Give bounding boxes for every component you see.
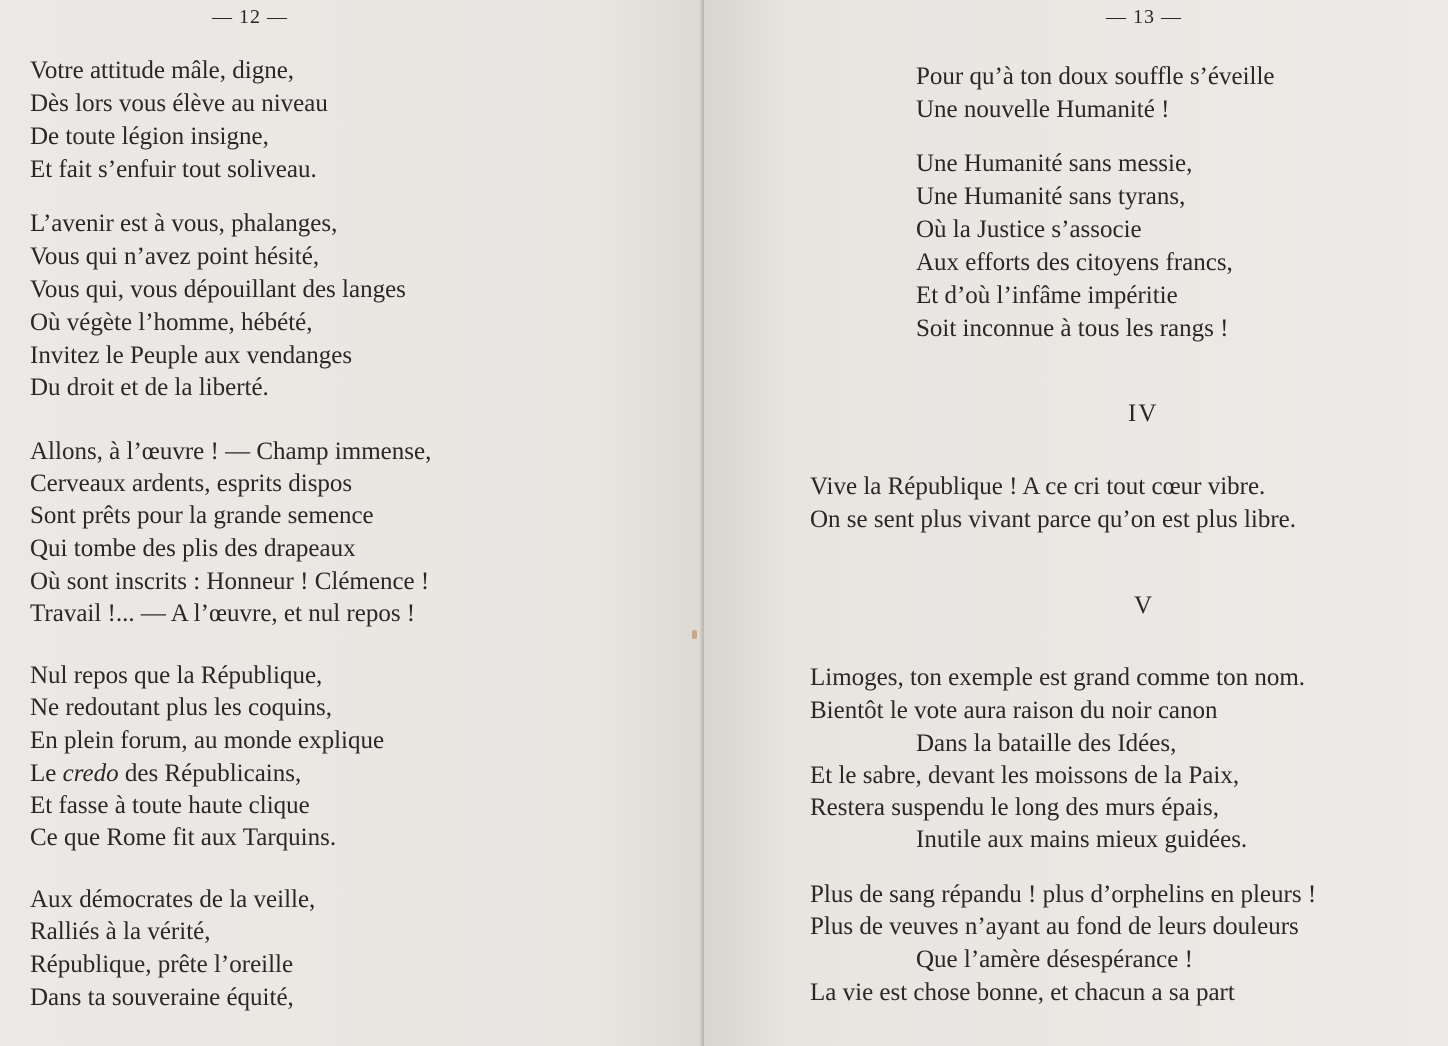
verse-line: L’avenir est à vous, phalanges, [30,210,338,237]
verse-line: Votre attitude mâle, digne, [30,57,295,84]
verse-line: Cerveaux ardents, esprits dispos [30,470,353,497]
verse-line: Où la Justice s’associe [916,216,1142,243]
verse-line: Et le sabre, devant les moissons de la Paix, [810,762,1240,789]
page-number-13: — 13 — [1106,6,1182,28]
page-number-12: — 12 — [212,6,288,28]
verse-line: Sont prêts pour la grande semence [30,502,374,529]
verse-line: Inutile aux mains mieux guidées. [916,826,1248,853]
verse-line: Une nouvelle Humanité ! [916,96,1170,123]
verse-line: Nul repos que la République, [30,662,323,689]
verse-line: Où végète l’homme, hébété, [30,309,313,336]
verse-line: Restera suspendu le long des murs épais, [810,794,1219,821]
verse-line: Du droit et de la liberté. [30,374,269,401]
verse-line: Le credo des Républicains, [30,760,302,787]
verse-line: Où sont inscrits : Honneur ! Clémence ! [30,568,430,595]
right-page [704,0,1448,1046]
verse-line: Bientôt le vote aura raison du noir canon [810,697,1218,724]
verse-line: République, prête l’oreille [30,951,294,978]
verse-line: Vous qui, vous dépouillant des langes [30,276,406,303]
verse-line: Soit inconnue à tous les rangs ! [916,315,1229,342]
verse-line: Et d’où l’infâme impéritie [916,282,1178,309]
verse-line: De toute légion insigne, [30,123,269,150]
verse-line: Et fasse à toute haute clique [30,792,310,819]
verse-line: Dans ta souveraine équité, [30,984,294,1011]
verse-line: Ne redoutant plus les coquins, [30,694,333,721]
section-heading-iv: IV [1128,400,1159,427]
verse-line: Allons, à l’œuvre ! — Champ immense, [30,438,432,465]
verse-line: Que l’amère désespérance ! [916,946,1193,973]
verse-line: Dès lors vous élève au niveau [30,90,328,117]
left-page [0,0,704,1046]
verse-line: Aux efforts des citoyens francs, [916,249,1233,276]
verse-line: Vous qui n’avez point hésité, [30,243,320,270]
verse-line: Travail !... — A l’œuvre, et nul repos ! [30,600,416,627]
verse-line: Aux démocrates de la veille, [30,886,316,913]
verse-line: Ce que Rome fit aux Tarquins. [30,824,337,851]
verse-line: La vie est chose bonne, et chacun a sa part [810,979,1235,1006]
verse-line: Plus de sang répandu ! plus d’orphelins en pleurs ! [810,881,1317,908]
verse-line: Vive la République ! A ce cri tout cœur vibre. [810,473,1266,500]
verse-line: On se sent plus vivant parce qu’on est plus libre. [810,506,1297,533]
section-heading-v: V [1134,592,1155,619]
paper-stain [692,630,697,639]
verse-line: Et fait s’enfuir tout soliveau. [30,156,317,183]
verse-line: Invitez le Peuple aux vendanges [30,342,353,369]
verse-line: Une Humanité sans tyrans, [916,183,1186,210]
verse-line: En plein forum, au monde explique [30,727,385,754]
verse-line: Limoges, ton exemple est grand comme ton nom. [810,664,1306,691]
verse-line: Une Humanité sans messie, [916,150,1193,177]
verse-line: Qui tombe des plis des drapeaux [30,535,356,562]
verse-line: Dans la bataille des Idées, [916,730,1177,757]
verse-line: Ralliés à la vérité, [30,918,211,945]
verse-line: Pour qu’à ton doux souffle s’éveille [916,63,1275,90]
verse-line: Plus de veuves n’ayant au fond de leurs douleurs [810,913,1299,940]
